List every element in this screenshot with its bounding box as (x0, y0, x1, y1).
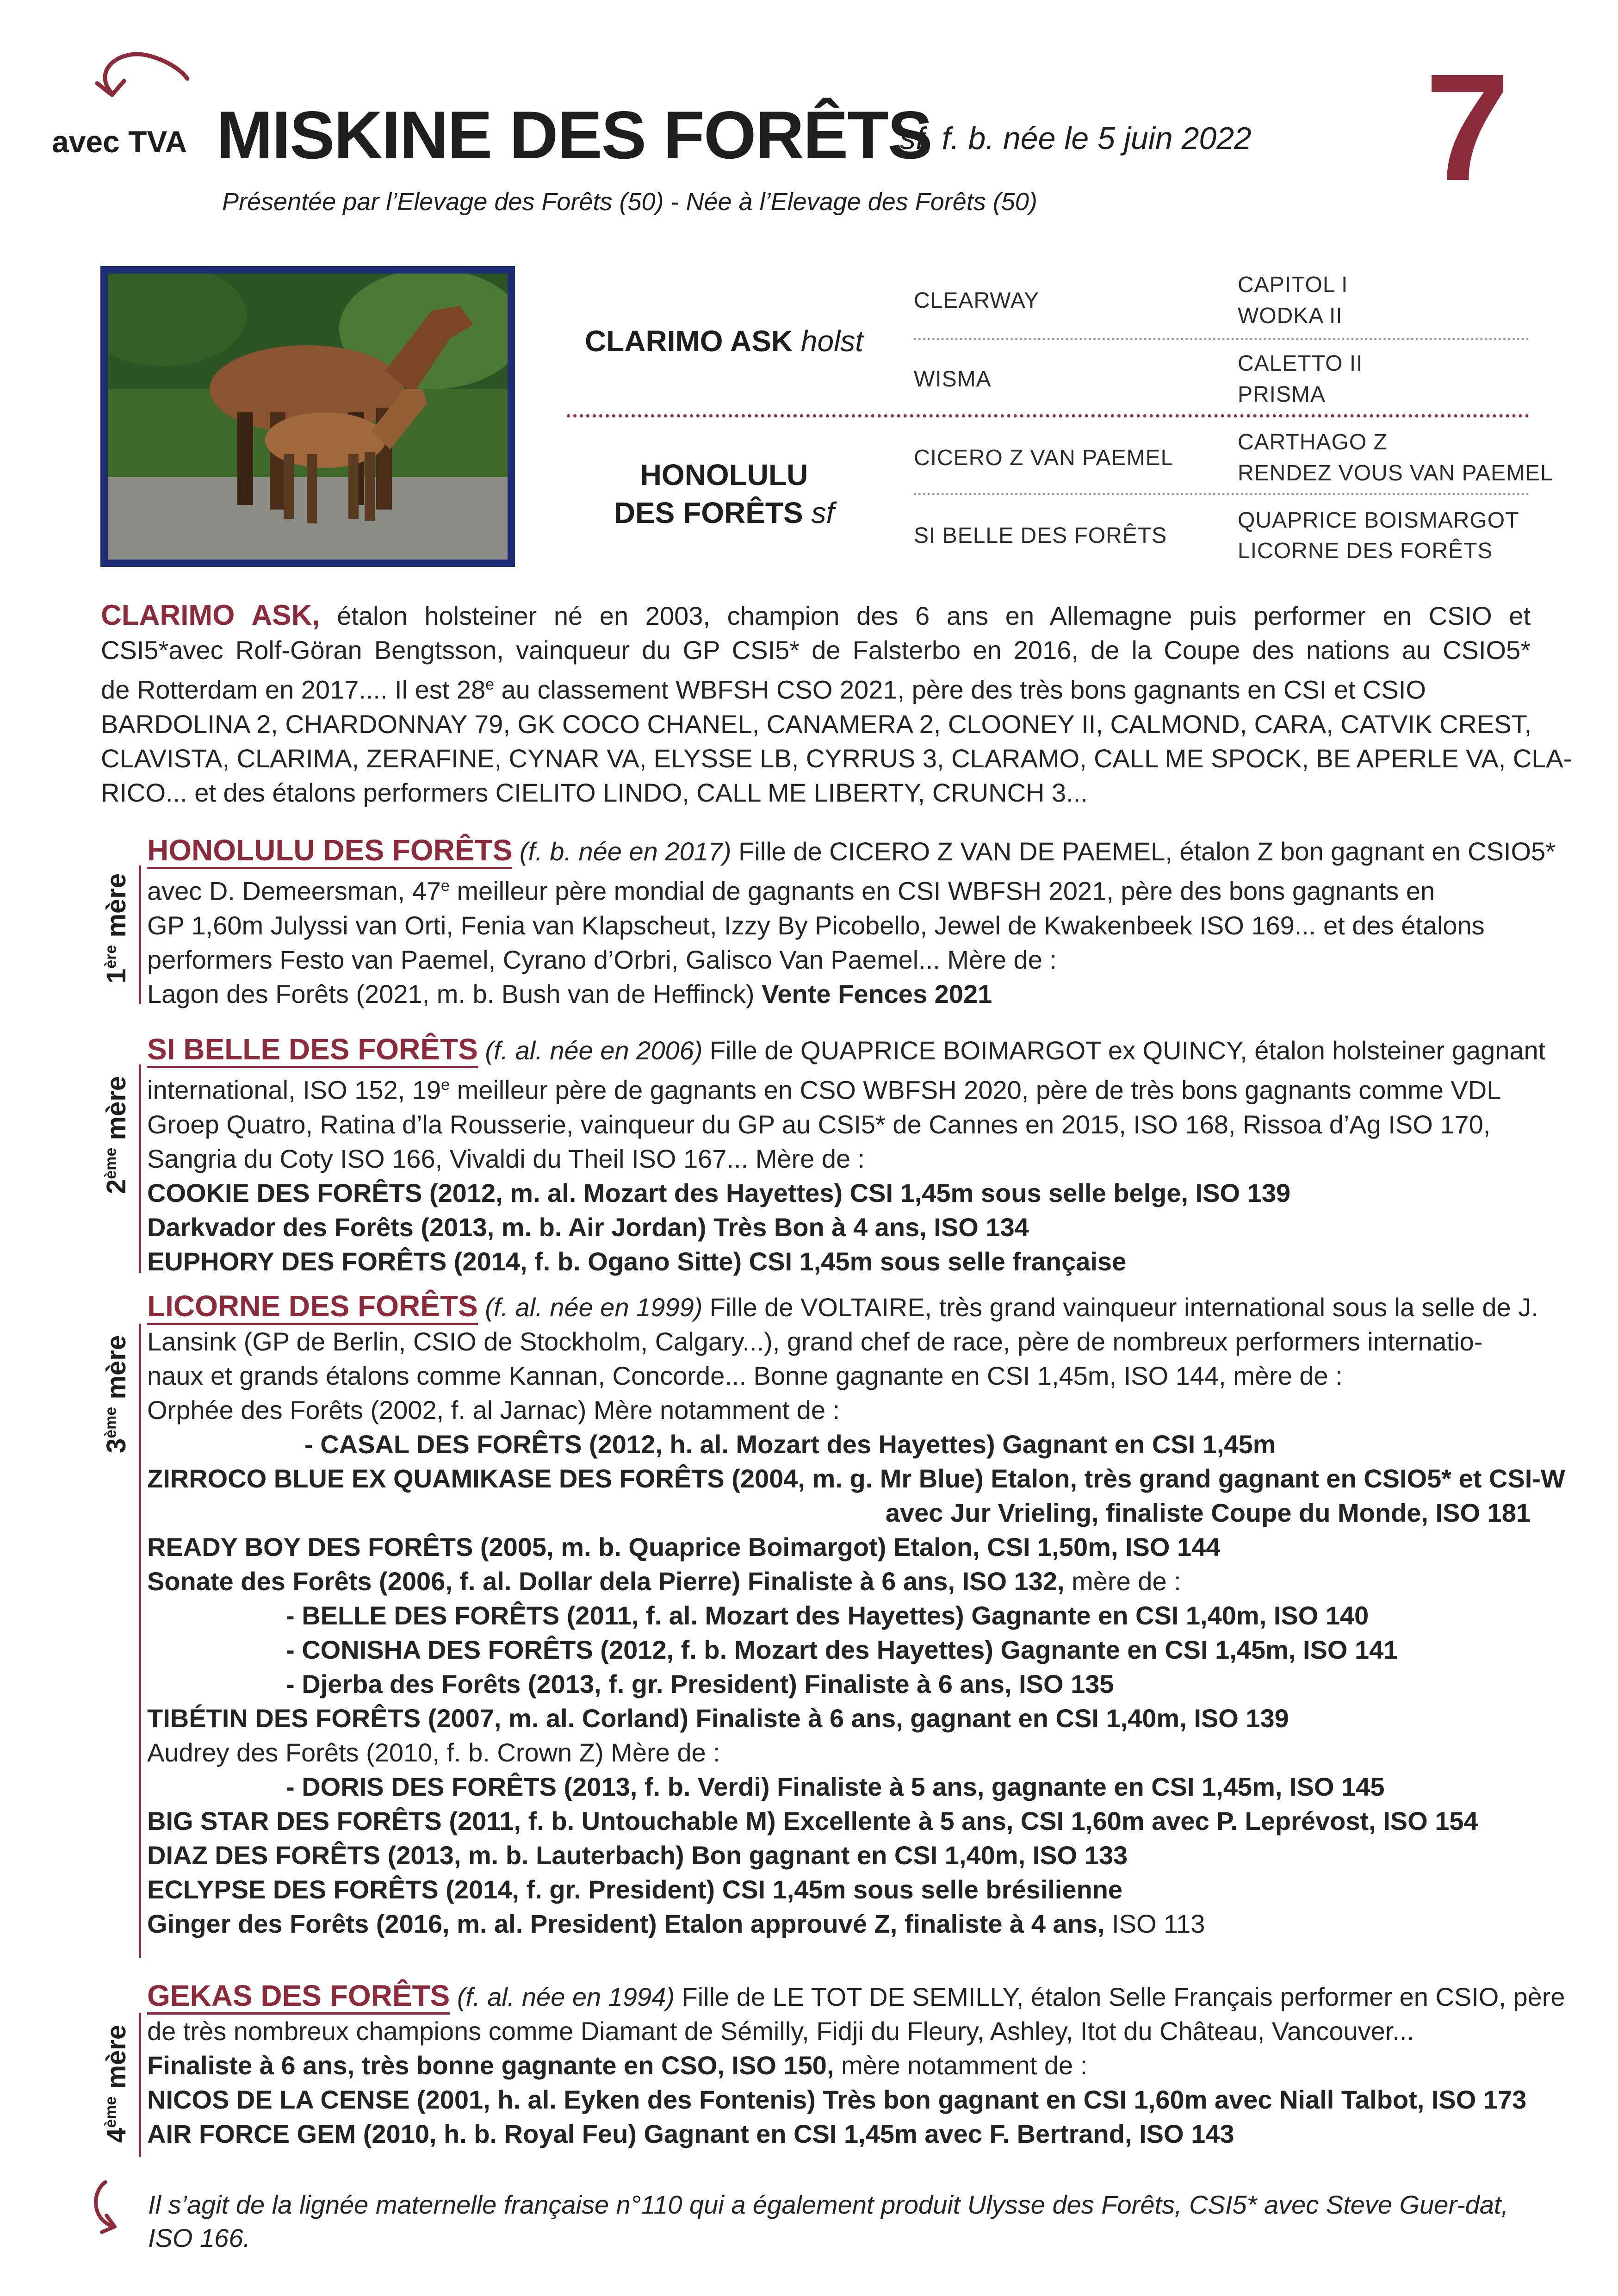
dam-level-label: 4ème mère (101, 2024, 131, 2143)
pedigree-ggp: CALETTO II (1238, 351, 1363, 376)
pedigree-ggp: PRISMA (1238, 382, 1326, 407)
sire-description: CLARIMO ASK, étalon holsteiner né en 2003, champion des 6 ans en Allemagne puis performer en CSIO et CSI5*avec Rolf-Göran Bengtsson, vainqueur du GP CSI5* de Falsterbo en 2016, de la Coupe des nations au CSIO5* de Rotterdam en 2017.... Il est 28e au classement WBFSH CSO 2021, père des très bons gagnants en CSI et CSIO BARDOLINA 2, CHARDONNAY 79, GK COCO CHANEL, CANAMERA 2, CLOONEY II, CALMOND, CARA, CATVIK CREST, CLAVISTA, CLARIMA, ZERAFINE, CYNAR VA, ELYSSE LB, CYRRUS 3, CLARAMO, CALL ME SPOCK, BE APERLE VA, CLA- RICO... et des étalons performers CIELITO LINDO, CALL ME LIBERTY, CRUNCH 3... (101, 599, 1572, 807)
pedigree-sire-sire: CLEARWAY (914, 288, 1040, 313)
dam4-name: GEKAS DES FORÊTS (147, 1979, 450, 2015)
pedigree-ggp: QUAPRICE BOISMARGOT (1238, 508, 1519, 533)
pedigree-dam: HONOLULU DES FORÊTS sf (614, 458, 835, 529)
pedigree-sire: CLARIMO ASK holst (584, 324, 864, 358)
pedigree-ggp: CAPITOL I (1238, 273, 1348, 297)
dam-level-label: 1ère mère (101, 873, 131, 983)
pedigree-divider (914, 493, 1529, 495)
dam3-section: LICORNE DES FORÊTS (f. al. née en 1999) Fille de VOLTAIRE, très grand vainqueur international sous la selle de J. Lansink (GP de Berlin, CSIO de Stockholm, Calgary...), grand chef de race, père de nombreux performers internatio- naux et grands étalons comme Kannan, Concorde... Bonne gagnante en CSI 1,45m, ISO 144, mère de : Orphée des Forêts (2002, f. al Jarnac) Mère notamment de : - CASAL DES FORÊTS (2012, h. al. Mozart des Hayettes) Gagnant en CSI 1,45m ZIRROCO BLUE EX QUAMIKASE DES FORÊTS (2004, m. g. Mr Blue) Etalon, très grand gagnant en CSIO5* et CSI-W avec Jur Vrieling, finaliste Coupe du Monde, ISO 181 READY BOY DES FORÊTS (2005, m. b. Quaprice Boimargot) Etalon, CSI 1,50m, ISO 144 Sonate des Forêts (2006, f. al. Dollar dela Pierre) Finaliste à 6 ans, ISO 132, mère de : - BELLE DES FORÊTS (2011, f. al. Mozart des Hayettes) Gagnante en CSI 1,40m, ISO 140 - CONISHA DES FORÊTS (2012, f. b. Mozart des Hayettes) Gagnante en CSI 1,45m, ISO 141 - Djerba des Forêts (2013, f. gr. President) Finaliste à 6 ans, ISO 135 TIBÉTIN DES FORÊTS (2007, m. al. Corland) Finaliste à 6 ans, gagnant en CSI 1,40m, ISO 139 Audrey des Forêts (2010, f. b. Crown Z) Mère de : - DORIS DES FORÊTS (2013, f. b. Verdi) Finaliste à 5 ans, gagnante en CSI 1,45m, ISO 145 BIG STAR DES FORÊTS (2011, f. b. Untouchable M) Excellente à 5 ans, CSI 1,60m avec P. Leprévost, ISO 154 DIAZ DES FORÊTS (2013, m. b. Lauterbach) Bon gagnant en CSI 1,40m, ISO 133 ECLYPSE DES FORÊTS (2014, f. gr. President) CSI 1,45m sous selle brésilienne Ginger des Forêts (2016, m. al. President) Etalon approuvé Z, finaliste à 4 ans, ISO 113 (147, 1289, 1565, 1938)
return-arrow-icon (87, 2178, 129, 2238)
dam1-section: HONOLULU DES FORÊTS (f. b. née en 2017) Fille de CICERO Z VAN DE PAEMEL, étalon Z bon gagnant en CSIO5* avec D. Demeersman, 47e meilleur père mondial de gagnants en CSI WBFSH 2021, père des bons gagnants en GP 1,60m Julyssi van Orti, Fenia van Klapscheut, Izzy By Picobello, Jewel de Kwakenbeek ISO 169... et des étalons performers Festo van Paemel, Cyrano d’Orbri, Galisco Van Paemel... Mère de : Lagon des Forêts (2021, m. b. Bush van de Heffinck) Vente Fences 2021 (147, 834, 1556, 1008)
offspring-item: EUPHORY DES FORÊTS (2014, f. b. Ogano Sitte) CSI 1,45m sous selle française (147, 1246, 1127, 1276)
horse-photo (100, 266, 515, 567)
dam2-name: SI BELLE DES FORÊTS (147, 1033, 478, 1068)
dam4-section: GEKAS DES FORÊTS (f. al. née en 1994) Fille de LE TOT DE SEMILLY, étalon Selle Français performer en CSIO, père de très nombreux champions comme Diamant de Sémilly, Fidji du Fleury, Ashley, Itot du Château, Vancouver... Finaliste à 6 ans, très bonne gagnante en CSO, ISO 150, mère notamment de : NICOS DE LA CENSE (2001, h. al. Eyken des Fontenis) Très bon gagnant en CSI 1,60m avec Niall Talbot, ISO 173 AIR FORCE GEM (2010, h. b. Royal Feu) Gagnant en CSI 1,45m avec F. Bertrand, ISO 143 (147, 1979, 1565, 2148)
presented-by: Présentée par l’Elevage des Forêts (50) - Née à l’Elevage des Forêts (50) (222, 188, 1037, 216)
horse-name: MISKINE DES FORÊTS (217, 97, 932, 173)
dam-bracket (139, 1064, 141, 1273)
pedigree-ggp: RENDEZ VOUS VAN PAEMEL (1238, 461, 1553, 485)
footnote: Il s’agit de la lignée maternelle française n°110 qui a également produit Ulysse des Forêts, CSI5* avec Steve Guer-dat, ISO 166. (148, 2190, 1509, 2252)
pedigree-ggp: CARTHAGO Z (1238, 430, 1388, 454)
dam-bracket (139, 1324, 141, 1958)
pedigree-ggp: WODKA II (1238, 304, 1343, 328)
dam2-section: SI BELLE DES FORÊTS (f. al. née en 2006) Fille de QUAPRICE BOIMARGOT ex QUINCY, étalon holsteiner gagnant international, ISO 152, 19e meilleur père de gagnants en CSO WBFSH 2020, père de très bons gagnants comme VDL Groep Quatro, Ratina d’la Rousserie, vainqueur du GP au CSI5* de Cannes en 2015, ISO 168, Rissoa d’Ag ISO 170, Sangria du Coty ISO 166, Vivaldi du Theil ISO 167... Mère de : COOKIE DES FORÊTS (2012, m. al. Mozart des Hayettes) CSI 1,45m sous selle belge, ISO 139 Darkvador des Forêts (2013, m. b. Air Jordan) Très Bon à 4 ans, ISO 134 EUPHORY DES FORÊTS (2014, f. b. Ogano Sitte) CSI 1,45m sous selle française (147, 1032, 1531, 1279)
dam1-name: HONOLULU DES FORÊTS (147, 834, 512, 869)
dam-bracket (139, 865, 141, 1004)
pedigree-dam-dam: SI BELLE DES FORÊTS (914, 523, 1167, 548)
horse-description: sf. f. b. née le 5 juin 2022 (900, 121, 1252, 156)
pedigree-divider (914, 338, 1529, 340)
lot-number: 7 (1425, 42, 1510, 212)
dam-level-label: 3ème mère (101, 1335, 131, 1453)
offspring-item: Darkvador des Forêts (2013, m. b. Air Jordan) Très Bon à 4 ans, ISO 134 (147, 1212, 1029, 1242)
pedigree-divider (567, 414, 1529, 417)
pedigree-ggp: LICORNE DES FORÊTS (1238, 539, 1493, 563)
dam-level-label: 2ème mère (101, 1076, 131, 1194)
pedigree-dam-sire: CICERO Z VAN PAEMEL (914, 446, 1174, 470)
vat-label: avec TVA (52, 124, 187, 159)
offspring-item: COOKIE DES FORÊTS (2012, m. al. Mozart des Hayettes) CSI 1,45m sous selle belge, ISO 139 (147, 1178, 1291, 1207)
dam-bracket (139, 2013, 141, 2157)
dam3-name: LICORNE DES FORÊTS (147, 1289, 478, 1325)
curved-arrow-icon (88, 44, 194, 113)
pedigree-sire-dam: WISMA (914, 367, 992, 392)
